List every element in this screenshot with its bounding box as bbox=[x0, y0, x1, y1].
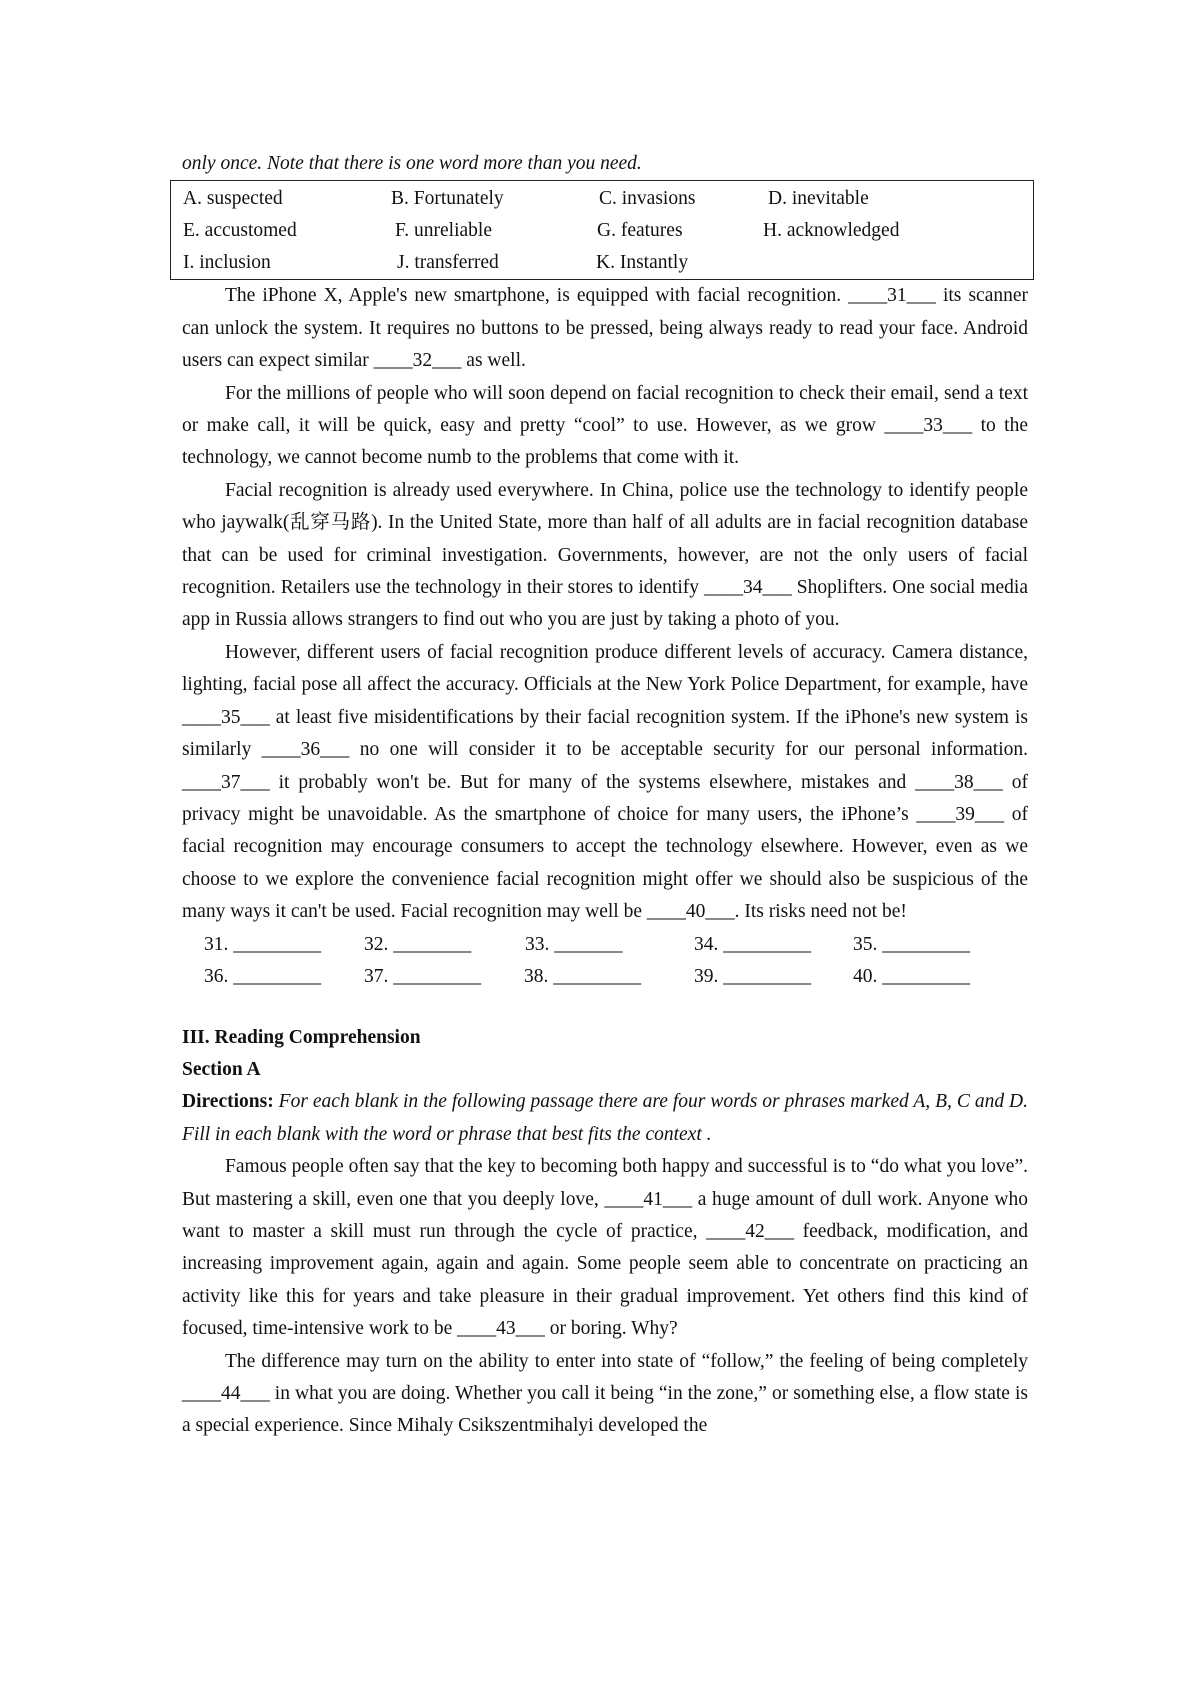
word-option: A. suspected bbox=[183, 188, 283, 210]
passage-paragraph: For the millions of people who will soon depend on facial recognition to check their email, send a text or make call, it will be quick, easy and pretty “cool” to use. However, as we grow ____33___ to the technology, we cannot become numb to the problems that come with it. bbox=[182, 382, 1028, 469]
section-heading: III. Reading Comprehension bbox=[182, 1026, 421, 1048]
answer-blank[interactable]: 37. _________ bbox=[364, 965, 481, 987]
word-option: C. invasions bbox=[599, 188, 696, 210]
answer-blank[interactable]: 36. _________ bbox=[204, 965, 321, 987]
directions-text: For each blank in the following passage there are four words or phrases marked A, B, C and D. Fill in each blank with the word or phrase that best fits the context . bbox=[182, 1091, 1028, 1145]
answer-blanks bbox=[182, 929, 1028, 994]
word-option: B. Fortunately bbox=[391, 188, 504, 210]
word-option: H. acknowledged bbox=[763, 220, 900, 242]
answer-blank[interactable]: 38. _________ bbox=[524, 965, 641, 987]
answer-blank[interactable]: 35. _________ bbox=[853, 933, 970, 955]
answer-blank[interactable]: 33. _______ bbox=[525, 933, 623, 955]
word-option: K. Instantly bbox=[596, 252, 689, 274]
passage-paragraph: Facial recognition is already used everywhere. In China, police use the technology to identify people who jaywalk(乱穿马路). In the United State, more than half of all adults are in facial recognition database that can be used for criminal investigation. Governments, however, are not the only users of facial recognition. Retailers use the technology in their stores to identify ____34___ Shoplifters. One social media app in Russia allows strangers to find out who you are just by taking a photo of you. bbox=[182, 479, 1028, 631]
passage-paragraph: However, different users of facial recognition produce different levels of accuracy. Camera distance, lighting, facial pose all affect the accuracy. Officials at the New York Police Department, for example, have ____35___ at least five misidentifications by their facial recognition system. If the iPhone's new system is similarly ____36___ no one will consider it to be acceptable security for our personal information. ____37___ it probably won't be. But for many of the systems elsewhere, mistakes and ____38___ of privacy might be unavoidable. As the smartphone of choice for many users, the iPhone’s ____39___ of facial recognition may encourage consumers to accept the technology elsewhere. However, even as we choose to we explore the convenience facial recognition might offer we should also be suspicious of the many ways it can't be used. Facial recognition may well be ____40___. Its risks need not be! bbox=[182, 641, 1028, 923]
passage-paragraph: The iPhone X, Apple's new smartphone, is equipped with facial recognition. ____31___ its scanner can unlock the system. It requires no buttons to be pressed, being always ready to read your face. Android users can expect similar ____32___ as well. bbox=[182, 285, 1028, 372]
answer-blank[interactable]: 31. _________ bbox=[204, 933, 321, 955]
word-option: D. inevitable bbox=[768, 188, 869, 210]
word-option: I. inclusion bbox=[183, 252, 271, 274]
answer-blank[interactable]: 39. _________ bbox=[694, 965, 811, 987]
directions-label: Directions: bbox=[182, 1091, 274, 1113]
word-bank-box bbox=[170, 180, 1034, 280]
passage-paragraph: The difference may turn on the ability to enter into state of “follow,” the feeling of being completely ____44___ in what you are doing. Whether you call it being “in the zone,” or something else, a flow state is a special experience. Since Mihaly Csikszentmihalyi developed the bbox=[182, 1350, 1028, 1437]
word-option: F. unreliable bbox=[395, 220, 492, 242]
spacer bbox=[182, 994, 1028, 1022]
directions bbox=[182, 1086, 1028, 1151]
section-subheading: Section A bbox=[182, 1058, 261, 1080]
answer-blank[interactable]: 34. _________ bbox=[694, 933, 811, 955]
answer-blank[interactable]: 32. ________ bbox=[364, 933, 472, 955]
passage-paragraph: Famous people often say that the key to becoming both happy and successful is to “do what you love”. But mastering a skill, even one that you deeply love, ____41___ a huge amount of dull work. Anyone who want to master a skill must run through the cycle of practice, ____42___ feedback, modification, and increasing improvement again, again and again. Some people seem able to concentrate on practicing an activity like this for years and take pleasure in their gradual improvement. Yet others find this kind of focused, time-intensive work to be ____43___ or boring. Why? bbox=[182, 1156, 1028, 1340]
word-option: G. features bbox=[597, 220, 683, 242]
page-content bbox=[182, 148, 1028, 1443]
instruction-line: only once. Note that there is one word more than you need. bbox=[182, 153, 642, 174]
word-option: J. transferred bbox=[397, 252, 499, 274]
answer-blank[interactable]: 40. _________ bbox=[853, 965, 970, 987]
word-option: E. accustomed bbox=[183, 220, 297, 242]
